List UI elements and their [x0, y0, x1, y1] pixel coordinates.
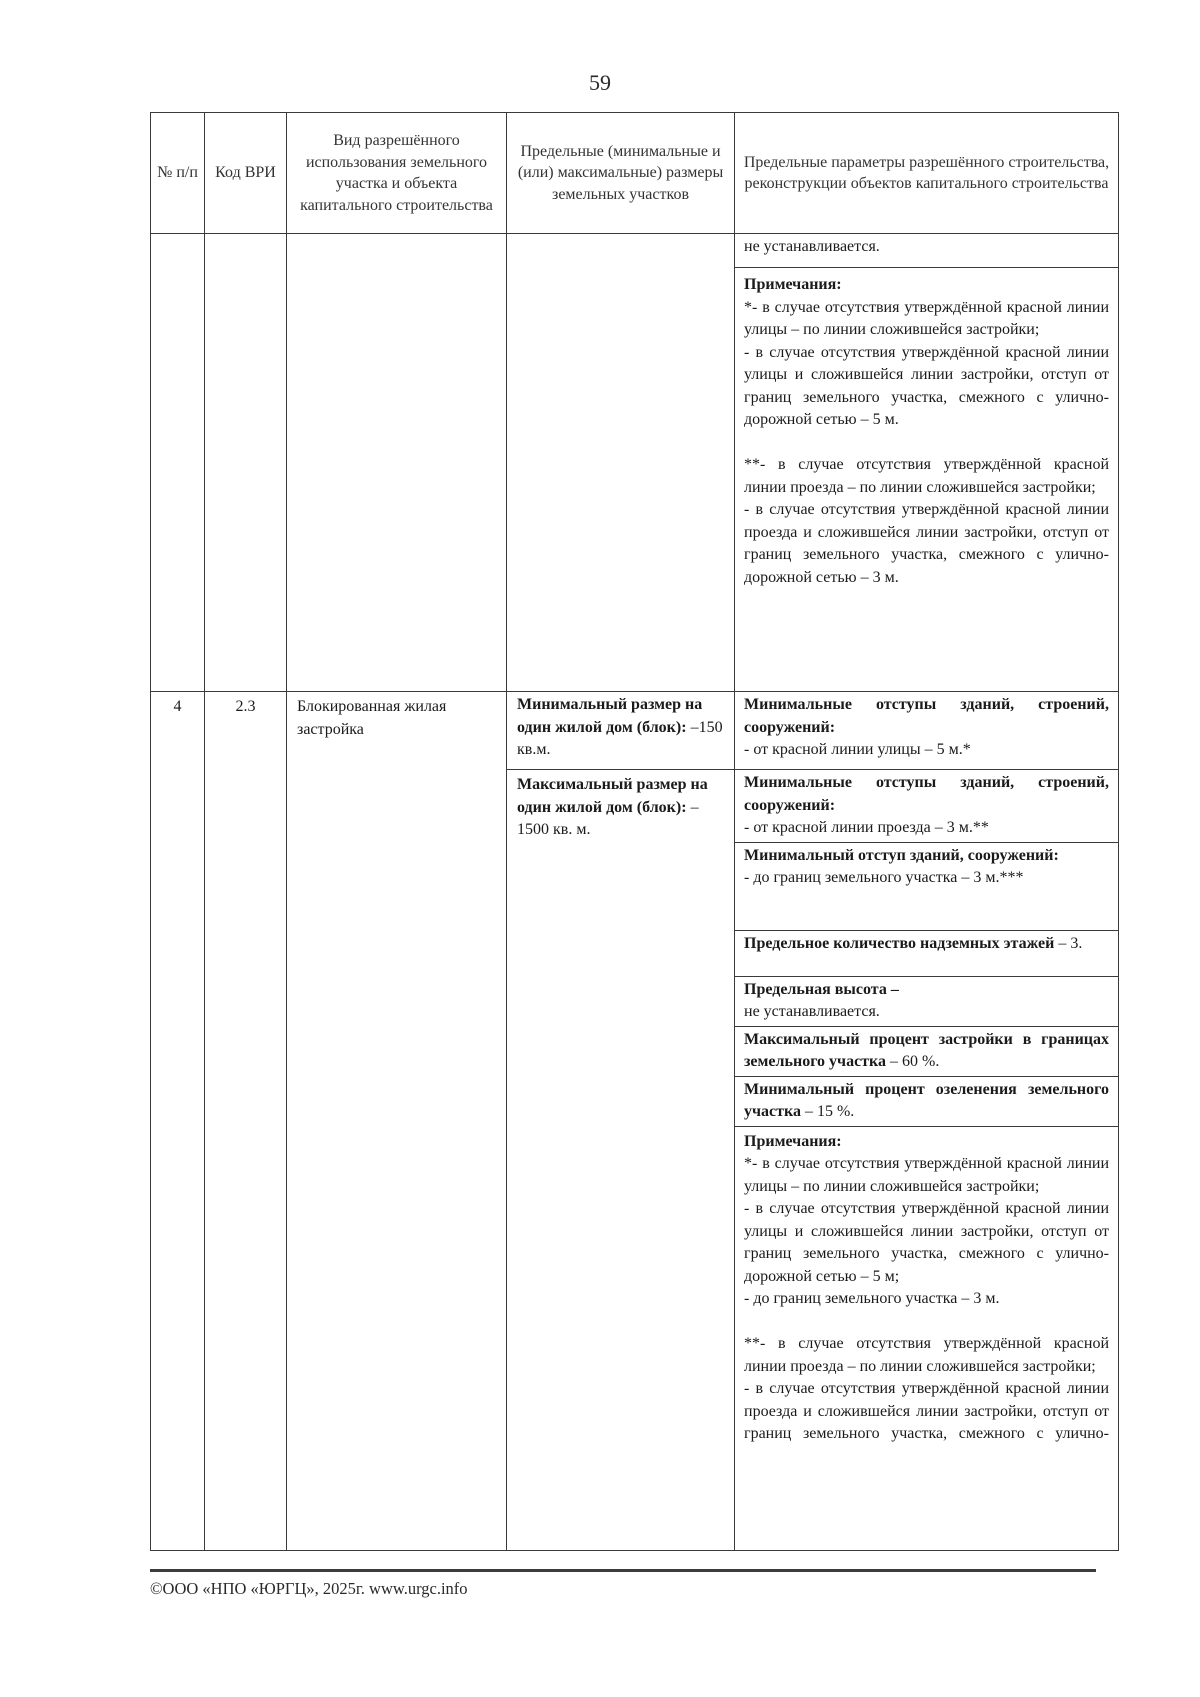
param-label: Максимальный процент застройки в границах земельного участка: [744, 1030, 1109, 1070]
header-size: Предельные (минимальные и (или) максимальные) размеры земельных участков: [507, 113, 735, 234]
cell-num: 4: [151, 692, 205, 1551]
param-value: - от красной линии проезда – 3 м.**: [744, 819, 989, 836]
cell-num-empty: [151, 234, 205, 692]
header-code: Код ВРИ: [205, 113, 287, 234]
height-tail-cell: [735, 234, 1119, 268]
notes-line: *- в случае отсутствия утверждённой красной линии улицы – по линии сложившейся застройки;: [744, 1155, 1109, 1195]
footer-copyright: ©ООО «НПО «ЮРГЦ», 2025г. www.urgc.info: [150, 1579, 468, 1598]
notes-line: - в случае отсутствия утверждённой красной линии проезда и сложившейся линии застройки, отступ от границ земельного участка, смежного с улично-дорожной сетью – 3 м.: [744, 501, 1109, 586]
table-row: [151, 692, 1119, 770]
notes-title: Примечания:: [744, 276, 842, 293]
cell-code: 2.3: [205, 692, 287, 1551]
header-params: Предельные параметры разрешённого строительства, реконструкции объектов капитального строительства: [735, 113, 1119, 234]
param-label: Минимальный отступ зданий, сооружений:: [744, 846, 1059, 864]
notes-line: **- в случае отсутствия утверждённой красной линии проезда – по линии сложившейся застройки;: [744, 456, 1109, 496]
table-row: [151, 234, 1119, 268]
param-setback-passage: [735, 770, 1119, 843]
header-use: Вид разрешённого использования земельного участка и объекта капитального строительства: [287, 113, 507, 234]
param-coverage: [735, 1026, 1119, 1076]
param-value: не устанавливается.: [744, 1003, 880, 1020]
param-label: Минимальные отступы зданий, строений, сооружений:: [744, 774, 1109, 814]
notes-line: - в случае отсутствия утверждённой красной линии проезда и сложившейся линии застройки, отступ от границ земельного участка, смежного с улично-: [744, 1380, 1109, 1442]
notes-line: - в случае отсутствия утверждённой красной линии улицы и сложившейся линии застройки, отступ от границ земельного участка, смежного с улично-дорожной сетью – 5 м;: [744, 1200, 1109, 1285]
param-value: - от красной линии улицы – 5 м.*: [744, 741, 971, 758]
notes-cell: [735, 268, 1119, 692]
notes-line: - до границ земельного участка – 3 м.: [744, 1290, 1000, 1307]
param-value: – 15 %.: [800, 1103, 855, 1120]
header-num: № п/п: [151, 113, 205, 234]
notes-line: *- в случае отсутствия утверждённой красной линии улицы – по линии сложившейся застройки;: [744, 298, 1109, 338]
size-max-cell: [507, 770, 735, 1551]
cell-use: Блокированная жилая застройка: [287, 692, 507, 1551]
param-setback-boundary: [735, 842, 1119, 930]
notes-line: - в случае отсутствия утверждённой красной линии улицы и сложившейся линии застройки, отступ от границ земельного участка, смежного с улично-дорожной сетью – 5 м.: [744, 343, 1109, 428]
param-label: Минимальный процент озеленения земельного участка: [744, 1080, 1109, 1120]
notes-title: Примечания:: [744, 1132, 842, 1150]
param-value: - до границ земельного участка – 3 м.***: [744, 869, 1024, 886]
size-min-label: Минимальный размер на один жилой дом (блок):: [517, 696, 703, 736]
param-value: – 3.: [1054, 934, 1083, 952]
cell-use-empty: [287, 234, 507, 692]
param-label: Минимальные отступы зданий, строений, сооружений:: [744, 696, 1109, 736]
footer-divider: [150, 1569, 1096, 1572]
size-min-cell: [507, 692, 735, 770]
table-header-row: [151, 113, 1119, 234]
notes-line: [744, 432, 1109, 455]
land-use-table: [150, 112, 1119, 1551]
notes-cell: [735, 1126, 1119, 1550]
param-value: – 60 %.: [886, 1053, 940, 1070]
notes-line: **- в случае отсутствия утверждённой красной линии проезда – по линии сложившейся застройки;: [744, 1335, 1109, 1375]
param-floors: [735, 930, 1119, 976]
notes-line: [744, 1311, 1109, 1334]
param-setback-street: [735, 692, 1119, 770]
param-greenery: [735, 1076, 1119, 1126]
page-number: 59: [589, 70, 611, 95]
size-min-value: –150 кв.м.: [517, 718, 723, 758]
cell-size-empty: [507, 234, 735, 692]
size-max-label: Максимальный размер на один жилой дом (блок):: [517, 776, 708, 816]
param-label: Предельное количество надземных этажей: [744, 934, 1055, 952]
height-tail-text: не устанавливается.: [744, 238, 880, 255]
param-label: Предельная высота –: [744, 980, 899, 998]
size-max-value: – 1500 кв. м.: [517, 798, 699, 838]
cell-code-empty: [205, 234, 287, 692]
param-height: [735, 976, 1119, 1026]
